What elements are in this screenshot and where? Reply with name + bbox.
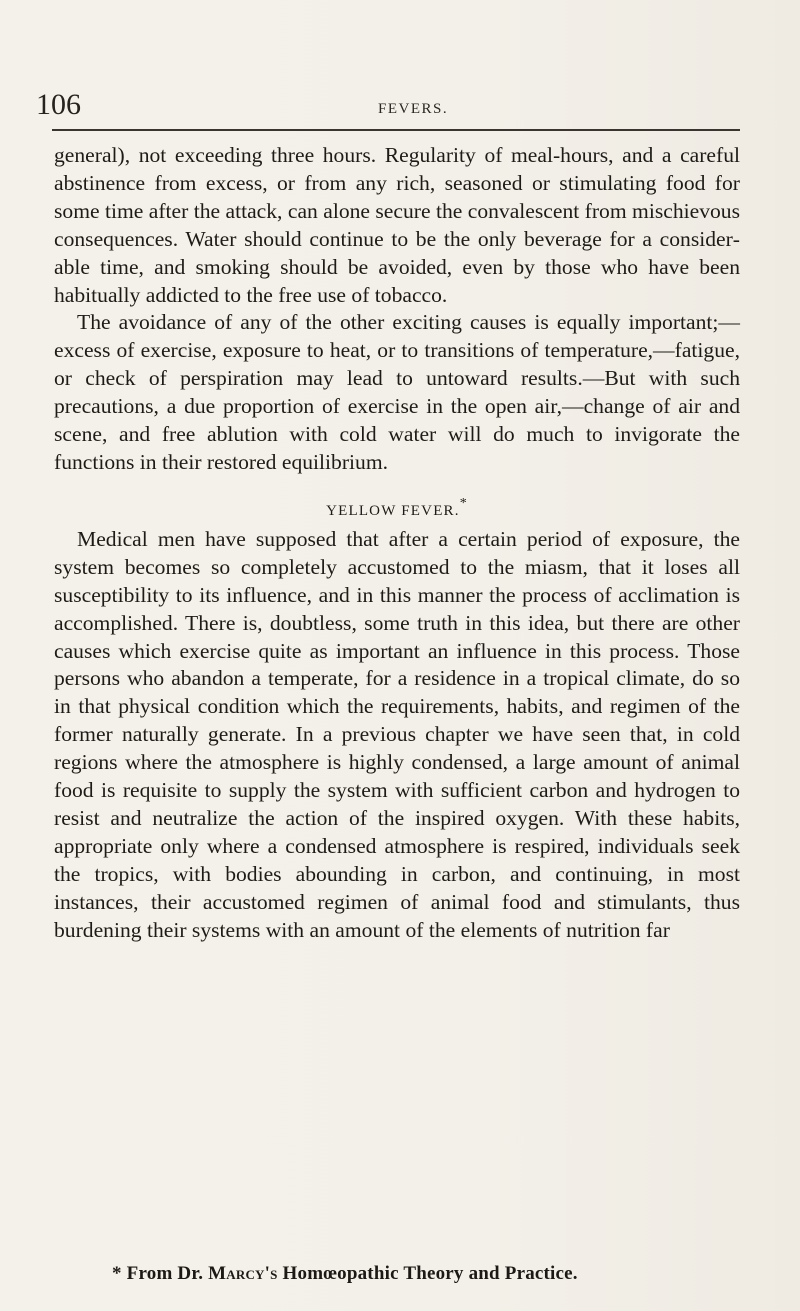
footnote-marker: *: [112, 1263, 122, 1284]
footnote: [112, 1263, 752, 1285]
header-rule: [52, 129, 740, 131]
page-header: [36, 88, 736, 128]
running-head: FEVERS.: [378, 101, 449, 117]
footnote-reference: *: [459, 495, 468, 511]
footnote-author: Marcy's: [208, 1263, 278, 1284]
page-number: 106: [36, 88, 81, 121]
footnote-text-after: Homœopathic Theory and Practice.: [282, 1263, 578, 1284]
paragraph-exciting-causes: The avoidance of any of the other exciting causes is equally important;—excess of exercise, exposure to heat, or to transitions of temperature,—fatigue, or check of perspiration may lead to untoward results.—But with such precautions, a due proportion of exercise in the open air,—change of air and scene, and free ablution with cold water will do much to invigorate the functions in their restored equilibrium.: [54, 310, 740, 474]
body-text: [54, 142, 740, 944]
section-heading-title: YELLOW FEVER.: [326, 502, 460, 519]
paragraph-continuation: general), not exceeding three hours. Regularity of meal-hours, and a careful abstinence from excess, or from any rich, seasoned or stimulating food for some time after the attack, can alone secure the convalescent from mischievous consequences. Water should continue to be the only beverage for a considerable time, and smoking should be avoided, even by those who have been habitually addicted to the free use of tobacco.: [54, 143, 740, 307]
footnote-text-before: From Dr.: [126, 1263, 204, 1284]
section-heading: [54, 495, 740, 522]
paragraph-acclimation: Medical men have supposed that after a certain period of exposure, the system becomes so completely accustomed to the miasm, that it loses all susceptibility to its influence, and in this manner the process of acclimation is accomplished. There is, doubtless, some truth in this idea, but there are other causes which exercise quite as important an influence in this process. Those persons who abandon a temperate, for a residence in a tropical climate, do so in that physical condition which the requirements, habits, and regimen of the former naturally generate. In a previous chapter we have seen that, in cold regions where the atmosphere is highly condensed, a large amount of animal food is requisite to supply the system with sufficient carbon and hydrogen to resist and neutralize the action of the inspired oxygen. With these habits, appropriate only where a condensed atmosphere is respired, individuals seek the tropics, with bodies abounding in carbon, and continuing, in most instances, their accustomed regimen of animal food and stimulants, thus burdening their systems with an amount of the elements of nutrition far: [54, 526, 740, 942]
